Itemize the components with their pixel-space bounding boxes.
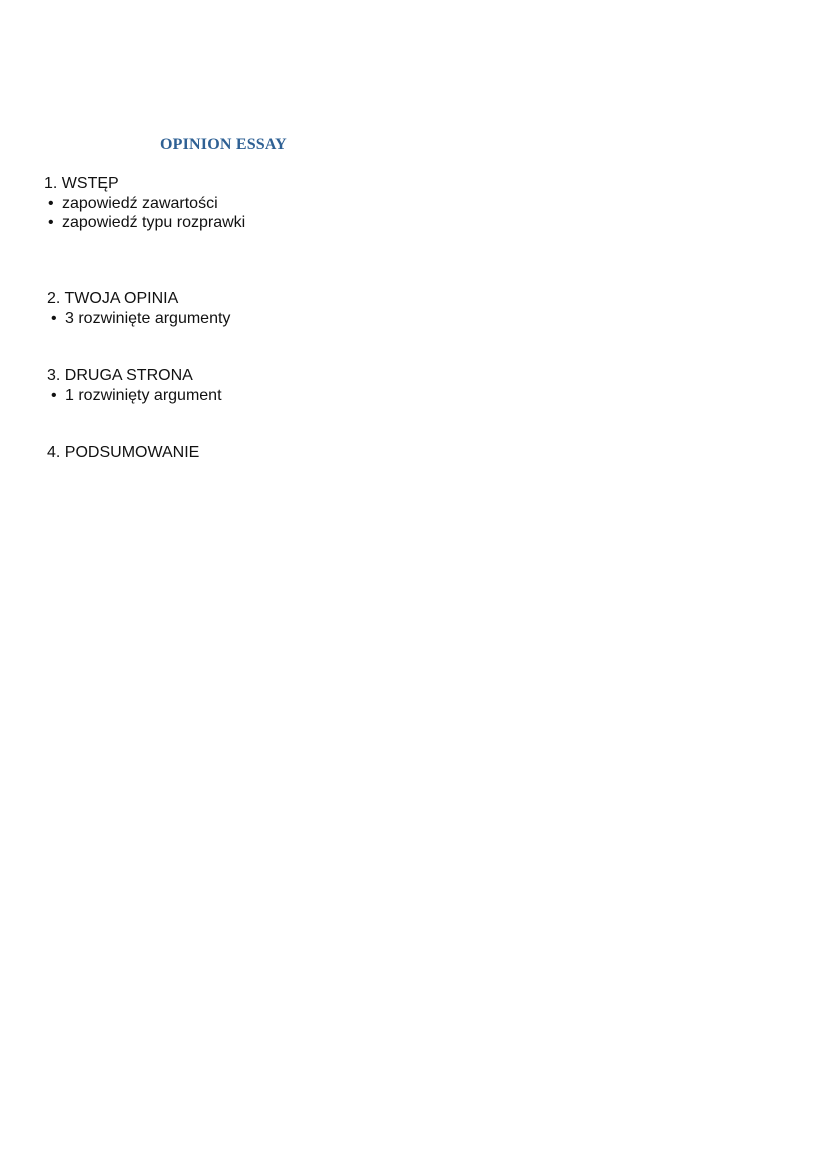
list-item-text: zapowiedź typu rozprawki — [62, 214, 246, 231]
list-item-text: 3 rozwinięte argumenty — [65, 309, 231, 327]
section-summary — [47, 443, 199, 463]
section-opinion — [47, 289, 230, 328]
section-heading: 4. PODSUMOWANIE — [47, 444, 200, 461]
section-other-side — [47, 366, 222, 405]
list-item — [47, 309, 230, 329]
list-item — [44, 194, 245, 214]
bullet-icon: • — [51, 386, 57, 404]
bullet-icon: • — [48, 194, 54, 212]
bullet-icon: • — [48, 214, 54, 231]
list-item-text: 1 rozwinięty argument — [65, 386, 222, 404]
section-heading: 1. WSTĘP — [44, 175, 119, 192]
section-heading: 2. TWOJA OPINIA — [47, 290, 179, 307]
bullet-icon: • — [51, 309, 57, 327]
list-item — [47, 386, 222, 406]
list-item-text: zapowiedź zawartości — [62, 194, 218, 212]
document-title: OPINION ESSAY — [160, 136, 287, 153]
section-heading: 3. DRUGA STRONA — [47, 367, 193, 384]
list-item — [44, 213, 245, 233]
section-intro — [44, 174, 245, 233]
